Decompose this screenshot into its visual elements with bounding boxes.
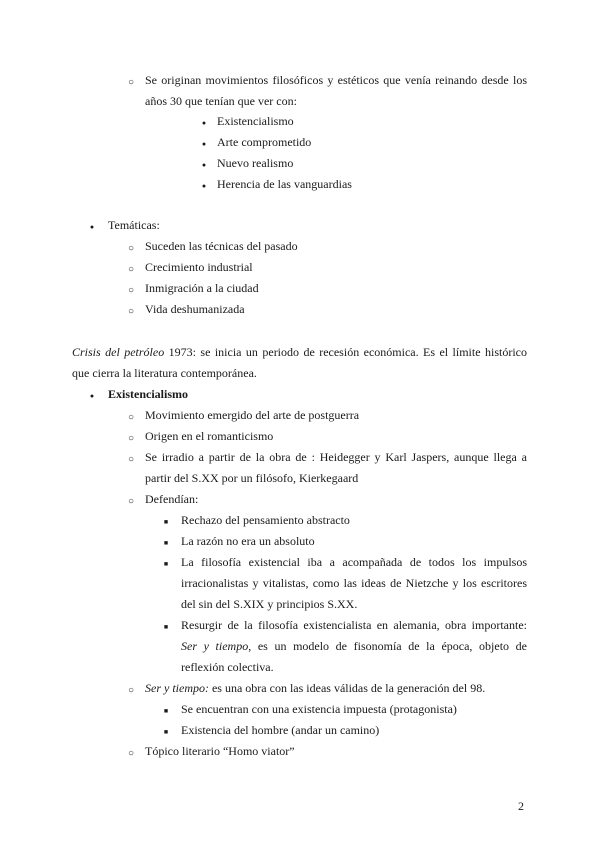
existencialismo-item: Origen en el romanticismo: [145, 429, 274, 443]
disc-bullet-icon: [198, 113, 210, 134]
defendian-item: Rechazo del pensamiento abstracto: [181, 513, 350, 527]
tematica-item: Inmigración a la ciudad: [145, 281, 259, 295]
hollow-circle-bullet-icon: [125, 491, 137, 512]
hollow-circle-bullet-icon: [125, 407, 137, 428]
existencialismo-heading: Existencialismo: [108, 387, 188, 401]
crisis-year: 1973: [168, 345, 193, 359]
existencialismo-item: Movimiento emergido del arte de postguerra: [145, 408, 360, 422]
ser-y-tiempo-item: [145, 678, 485, 699]
hollow-circle-bullet-icon: [125, 238, 137, 259]
ser-y-tiempo-label: Ser y tiempo:: [145, 681, 209, 695]
movement-item: Herencia de las vanguardias: [217, 177, 352, 191]
hollow-circle-bullet-icon: [125, 259, 137, 280]
disc-bullet-icon: [86, 386, 98, 407]
square-bullet-icon: [160, 554, 172, 575]
topico-item: Tópico literario “Homo viator”: [145, 744, 295, 758]
tematica-item: Suceden las técnicas del pasado: [145, 239, 298, 253]
existencialismo-item: Se irradio a partir de la obra de : Heidegger y Karl Jaspers, aunque llega a partir del S.XX por un filósofo, Kierkegaard: [145, 450, 527, 485]
defendian-item-prefix: Resurgir de la filosofía existencialista en alemania, obra importante:: [181, 618, 527, 632]
movement-item: Nuevo realismo: [217, 156, 294, 170]
defendian-item: [181, 615, 527, 678]
disc-bullet-icon: [86, 217, 98, 238]
ser-y-tiempo-subitem: Existencia del hombre (andar un camino): [181, 723, 380, 737]
disc-bullet-icon: [198, 134, 210, 155]
crisis-title: Crisis del petróleo: [72, 345, 165, 359]
tematicas-label: Temáticas:: [108, 218, 160, 232]
tematica-item: Vida deshumanizada: [145, 302, 245, 316]
page-number: 2: [518, 799, 524, 813]
origin-item-text: Se originan movimientos filosóficos y estéticos que venía reinando desde los años 30 que tenían que ver con:: [145, 73, 527, 108]
ser-y-tiempo-text: es una obra con las ideas válidas de la generación del 98.: [208, 681, 486, 695]
crisis-paragraph: [72, 342, 527, 384]
movement-item: Arte comprometido: [217, 135, 312, 149]
square-bullet-icon: [160, 533, 172, 554]
hollow-circle-bullet-icon: [125, 680, 137, 701]
defendian-item: La razón no era un absoluto: [181, 534, 315, 548]
square-bullet-icon: [160, 512, 172, 533]
hollow-circle-bullet-icon: [125, 72, 137, 93]
tematica-item: Crecimiento industrial: [145, 260, 253, 274]
hollow-circle-bullet-icon: [125, 449, 137, 470]
defendian-item-suffix: , es un modelo de fisonomía de la época, objeto de reflexión colectiva.: [181, 639, 527, 674]
ser-y-tiempo-title: Ser y tiempo: [181, 639, 249, 653]
square-bullet-icon: [160, 701, 172, 722]
hollow-circle-bullet-icon: [125, 280, 137, 301]
square-bullet-icon: [160, 617, 172, 638]
movement-item: Existencialismo: [217, 114, 294, 128]
hollow-circle-bullet-icon: [125, 301, 137, 322]
disc-bullet-icon: [198, 155, 210, 176]
hollow-circle-bullet-icon: [125, 428, 137, 449]
existencialismo-item: Defendían:: [145, 492, 199, 506]
ser-y-tiempo-subitem: Se encuentran con una existencia impuesta (protagonista): [181, 702, 457, 716]
defendian-item: La filosofía existencial iba a acompañada de todos los impulsos irracionalistas y vitalistas, como las ideas de Nietzche y los escritores del sin del S.XIX y principios S.XX.: [181, 555, 527, 611]
hollow-circle-bullet-icon: [125, 743, 137, 764]
square-bullet-icon: [160, 722, 172, 743]
crisis-text: : se inicia un periodo de recesión económica. Es el límite histórico que cierra la literatura contemporánea.: [72, 345, 527, 380]
disc-bullet-icon: [198, 176, 210, 197]
